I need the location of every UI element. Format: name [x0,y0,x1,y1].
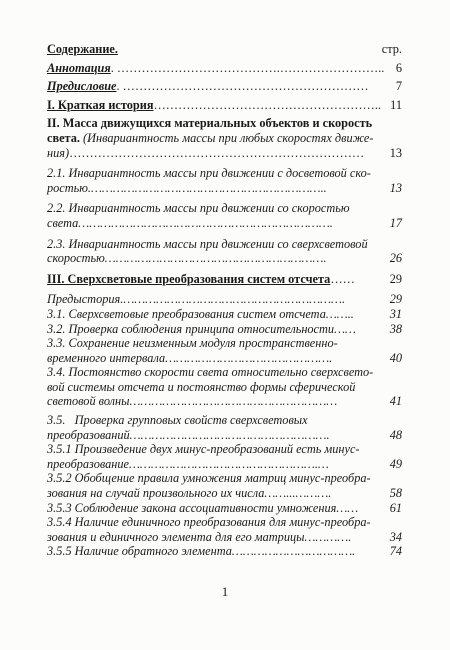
toc-leader: ………………………………………………. [129,427,330,442]
toc-entry-label: 3.1. Сверхсветовые преобразования систем отсчета [47,306,326,321]
toc-leader: ……………………………………………………. [104,251,327,266]
toc-entry-label: 2.1. Инвариантность массы при движении с досветовой ско- [47,166,371,181]
toc-leader: ………………………………………………… [129,394,338,409]
toc-entry-section-2 [47,116,402,160]
toc-leader: . ………………………………….…………………….. [110,60,385,75]
toc-entry-label-cont: световой волны [47,394,130,409]
toc-entry-3-2 [47,322,402,337]
toc-page-number: 41 [389,394,402,409]
toc-entry-3-5 [47,413,402,442]
toc-entry-label-cont: вой системы отсчета и постоянство формы сферической [47,379,356,394]
toc-entry-3-5-4 [47,515,402,544]
toc-entry-annotation [47,61,402,76]
toc-page-number: 49 [389,456,402,471]
toc-page-number: 38 [389,321,402,336]
toc-entry-3-5-1 [47,442,402,471]
toc-entry-label-cont: временного интервала [47,350,166,365]
toc-entry-label: 3.5.3 Соблюдение закона ассоциативности умножения [47,500,337,515]
toc-leader: ……………………………………………………. [123,292,346,307]
page-number: 1 [221,584,229,599]
toc-entry-3-3 [47,336,402,365]
toc-entry-label: Предисловие [47,79,117,94]
toc-entry-label: 3.5.4 Наличие единичного преобразования для минус-преобра- [47,515,371,530]
toc-entry-label-cont: света [47,215,79,230]
toc-page-number: 13 [389,145,402,160]
toc-page-number: 11 [390,97,402,112]
toc-entry-label-cont: скоростью [47,251,105,266]
toc-page-number: 17 [389,215,402,230]
toc-entry-label: 2.2. Инвариантность массы при движении со скоростью [47,201,350,216]
toc-entry-label: II. Масса движущихся материальных объектов и скорость [47,116,373,131]
toc-page-number: 6 [395,60,402,75]
toc-leader: ……………………………………………………….. [90,180,327,195]
toc-leader: …… [336,500,359,515]
toc-entry-3-5-3 [47,501,402,516]
toc-entry-label-cont: зования и единичного элемента для его матрицы [47,529,305,544]
toc-page-column-label: стр. [381,42,402,56]
toc-entry-label: 3.5. Проверка групповых свойств сверхсветовых [47,413,308,428]
toc-entry-label-cont: зования на случай произвольного их числа [47,486,265,501]
toc-leader: …………. [304,529,352,544]
toc-entry-label: 3.4. Постоянство скорости света относительно сверхсвето- [47,365,374,380]
toc-page-number: 34 [389,529,402,544]
toc-entry-3-5-2 [47,471,402,500]
toc-entry-2-2 [47,201,402,230]
toc-entry-label: 2.3. Инвариантность массы при движении со сверхсветовой [47,236,368,251]
toc-header [47,42,402,57]
toc-leader: …… [334,321,356,336]
toc-page-number: 29 [389,292,402,307]
toc-leader: ……………………………………………………………. [78,215,333,230]
toc-entry-label: III. Сверхсветовые преобразования систем отсчета [47,271,331,286]
toc-page-number: 7 [395,79,402,94]
toc-entry-2-3 [47,237,402,266]
toc-entry-label: I. Краткая история [47,97,154,112]
toc-page-number: 61 [389,500,402,515]
toc-page-number: 29 [389,271,402,286]
toc-entry-label-cont: ростью. [47,180,91,195]
toc-page-number: 58 [389,486,402,501]
toc-page-number: 48 [389,427,402,442]
toc-page-number: 74 [389,544,402,559]
toc-entry-preface [47,79,402,94]
toc-leader: ……...………. [264,486,332,501]
toc-page-number: 31 [389,306,402,321]
toc-entry-label: 3.5.2 Обобщение правила умножения матриц минус-преобра- [47,471,371,486]
toc-entry-subtitle-cont: ния) [47,145,70,160]
toc-page-number: 13 [389,180,402,195]
toc-leader: …….. [325,306,354,321]
toc-entry-3-1 [47,307,402,322]
toc-entry-label: 3.3. Сохранение неизменным модуля пространственно- [47,336,338,351]
toc-entry-label: 3.5.1 Произведение двух минус-преобразований есть минус- [47,442,360,457]
toc-entry-label: Аннотация [47,60,111,75]
toc-leader: …… [330,271,355,286]
toc-leader: ……………………………. [231,544,356,559]
toc-entry-prehistory [47,292,402,307]
toc-entry-label-cont: преобразований [47,427,130,442]
toc-entry-label-cont: преобразование [47,456,129,471]
toc-leader: . …………………………………………………… [116,79,369,94]
toc-entry-3-5-5 [47,544,402,559]
toc-page-number: 40 [389,350,402,365]
toc-entry-label: Предыстория. [47,292,124,307]
toc-page-number: 26 [389,251,402,266]
toc-leader: ………………………………………. [165,350,333,365]
toc-leader: ……………………………………………………………… [69,145,365,160]
toc-entry-2-1 [47,166,402,195]
table-of-contents [47,42,402,559]
toc-leader: …………………………………………….… [128,456,329,471]
toc-title: Содержание. [47,42,118,56]
toc-entry-subtitle: (Инвариантность массы при любых скоростях движе- [79,130,374,145]
toc-entry-section-1 [47,98,402,113]
toc-entry-label-cont: света. [47,130,80,145]
toc-entry-label: 3.2. Проверка соблюдения принципа относительности [47,321,335,336]
toc-entry-section-3 [47,272,402,287]
toc-leader: ……………………………………………….. [153,97,381,112]
toc-entry-label: 3.5.5 Наличие обратного элемента [47,544,232,559]
toc-entry-3-4 [47,365,402,409]
